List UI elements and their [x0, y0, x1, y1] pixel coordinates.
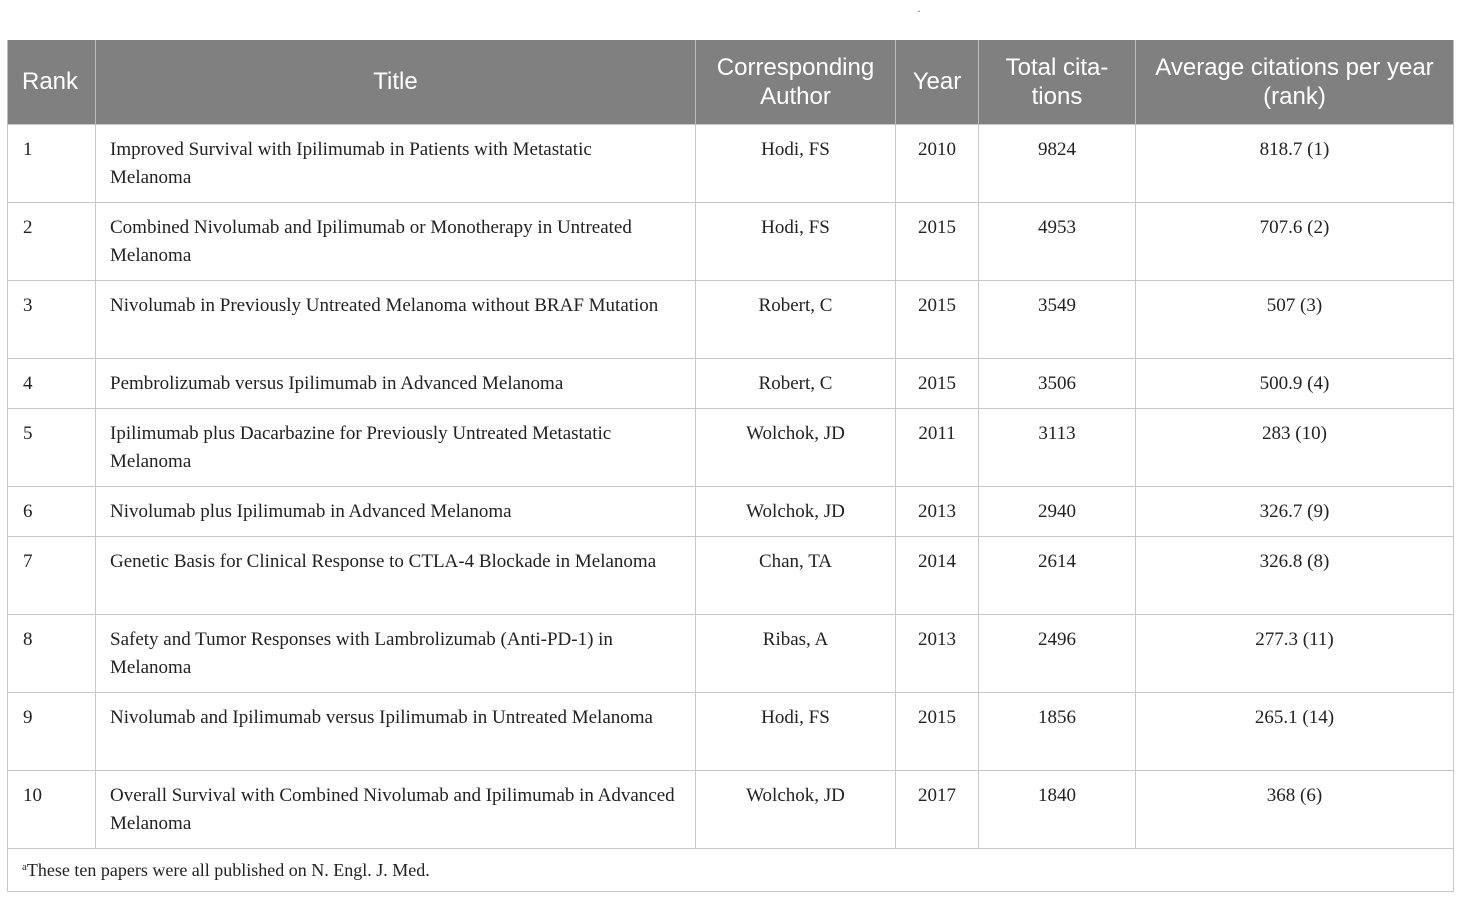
cell-total-citations: 1840 — [979, 770, 1136, 848]
cell-author: Ribas, A — [696, 614, 896, 692]
cell-author: Wolchok, JD — [696, 408, 896, 486]
cell-year: 2013 — [896, 614, 979, 692]
table-row — [8, 770, 1454, 848]
cell-average-citations: 507 (3) — [1136, 280, 1454, 358]
cell-total-citations: 3113 — [979, 408, 1136, 486]
cell-average-citations: 283 (10) — [1136, 408, 1454, 486]
cell-title: Safety and Tumor Responses with Lambrolizumab (Anti-PD-1) in Melanoma — [96, 614, 696, 692]
cell-author: Wolchok, JD — [696, 486, 896, 536]
footnote-row — [8, 848, 1454, 891]
cell-rank: 10 — [8, 770, 96, 848]
cell-year: 2013 — [896, 486, 979, 536]
table-row — [8, 536, 1454, 614]
cell-author: Robert, C — [696, 358, 896, 408]
cell-author: Wolchok, JD — [696, 770, 896, 848]
cell-title: Improved Survival with Ipilimumab in Patients with Metastatic Melanoma — [96, 124, 696, 202]
cell-rank: 2 — [8, 202, 96, 280]
cell-total-citations: 2496 — [979, 614, 1136, 692]
cell-rank: 9 — [8, 692, 96, 770]
header-row — [8, 40, 1454, 124]
cell-average-citations: 326.7 (9) — [1136, 486, 1454, 536]
cell-total-citations: 4953 — [979, 202, 1136, 280]
cell-total-citations: 2614 — [979, 536, 1136, 614]
cell-rank: 4 — [8, 358, 96, 408]
cell-total-citations: 3506 — [979, 358, 1136, 408]
cell-total-citations: 2940 — [979, 486, 1136, 536]
page-mark: · — [917, 4, 921, 18]
cell-author: Hodi, FS — [696, 124, 896, 202]
cell-author: Hodi, FS — [696, 692, 896, 770]
table-row — [8, 614, 1454, 692]
cell-title: Nivolumab and Ipilimumab versus Ipilimumab in Untreated Melanoma — [96, 692, 696, 770]
header-year: Year — [896, 40, 979, 124]
cell-average-citations: 818.7 (1) — [1136, 124, 1454, 202]
cell-title: Ipilimumab plus Dacarbazine for Previously Untreated Metastatic Melanoma — [96, 408, 696, 486]
cell-year: 2011 — [896, 408, 979, 486]
footnote-text: These ten papers were all published on N. Engl. J. Med. — [26, 859, 430, 880]
cell-year: 2015 — [896, 692, 979, 770]
table-row — [8, 692, 1454, 770]
cell-year: 2015 — [896, 202, 979, 280]
table-row — [8, 486, 1454, 536]
header-total-citations: Total cita-tions — [979, 40, 1136, 124]
cell-year: 2015 — [896, 358, 979, 408]
cell-title: Combined Nivolumab and Ipilimumab or Monotherapy in Untreated Melanoma — [96, 202, 696, 280]
cell-rank: 8 — [8, 614, 96, 692]
footnote-marker: a — [22, 860, 27, 873]
cell-author: Hodi, FS — [696, 202, 896, 280]
cell-year: 2010 — [896, 124, 979, 202]
cell-year: 2014 — [896, 536, 979, 614]
cell-rank: 5 — [8, 408, 96, 486]
citation-table — [7, 40, 1454, 892]
footnote — [8, 848, 1454, 891]
cell-average-citations: 500.9 (4) — [1136, 358, 1454, 408]
cell-author: Robert, C — [696, 280, 896, 358]
header-rank: Rank — [8, 40, 96, 124]
cell-average-citations: 368 (6) — [1136, 770, 1454, 848]
table-row — [8, 358, 1454, 408]
cell-average-citations: 277.3 (11) — [1136, 614, 1454, 692]
cell-rank: 3 — [8, 280, 96, 358]
cell-title: Overall Survival with Combined Nivolumab and Ipilimumab in Advanced Melanoma — [96, 770, 696, 848]
header-author: Corresponding Author — [696, 40, 896, 124]
cell-total-citations: 3549 — [979, 280, 1136, 358]
cell-title: Genetic Basis for Clinical Response to CTLA-4 Blockade in Melanoma — [96, 536, 696, 614]
citation-table-container — [7, 40, 1453, 892]
cell-rank: 6 — [8, 486, 96, 536]
header-average-citations: Average citations per year (rank) — [1136, 40, 1454, 124]
cell-author: Chan, TA — [696, 536, 896, 614]
cell-total-citations: 1856 — [979, 692, 1136, 770]
cell-year: 2015 — [896, 280, 979, 358]
table-row — [8, 280, 1454, 358]
cell-total-citations: 9824 — [979, 124, 1136, 202]
cell-title: Pembrolizumab versus Ipilimumab in Advanced Melanoma — [96, 358, 696, 408]
header-title: Title — [96, 40, 696, 124]
cell-average-citations: 265.1 (14) — [1136, 692, 1454, 770]
table-row — [8, 124, 1454, 202]
cell-title: Nivolumab in Previously Untreated Melanoma without BRAF Mutation — [96, 280, 696, 358]
cell-title: Nivolumab plus Ipilimumab in Advanced Melanoma — [96, 486, 696, 536]
cell-rank: 7 — [8, 536, 96, 614]
cell-average-citations: 326.8 (8) — [1136, 536, 1454, 614]
cell-rank: 1 — [8, 124, 96, 202]
cell-year: 2017 — [896, 770, 979, 848]
table-row — [8, 202, 1454, 280]
table-row — [8, 408, 1454, 486]
cell-average-citations: 707.6 (2) — [1136, 202, 1454, 280]
